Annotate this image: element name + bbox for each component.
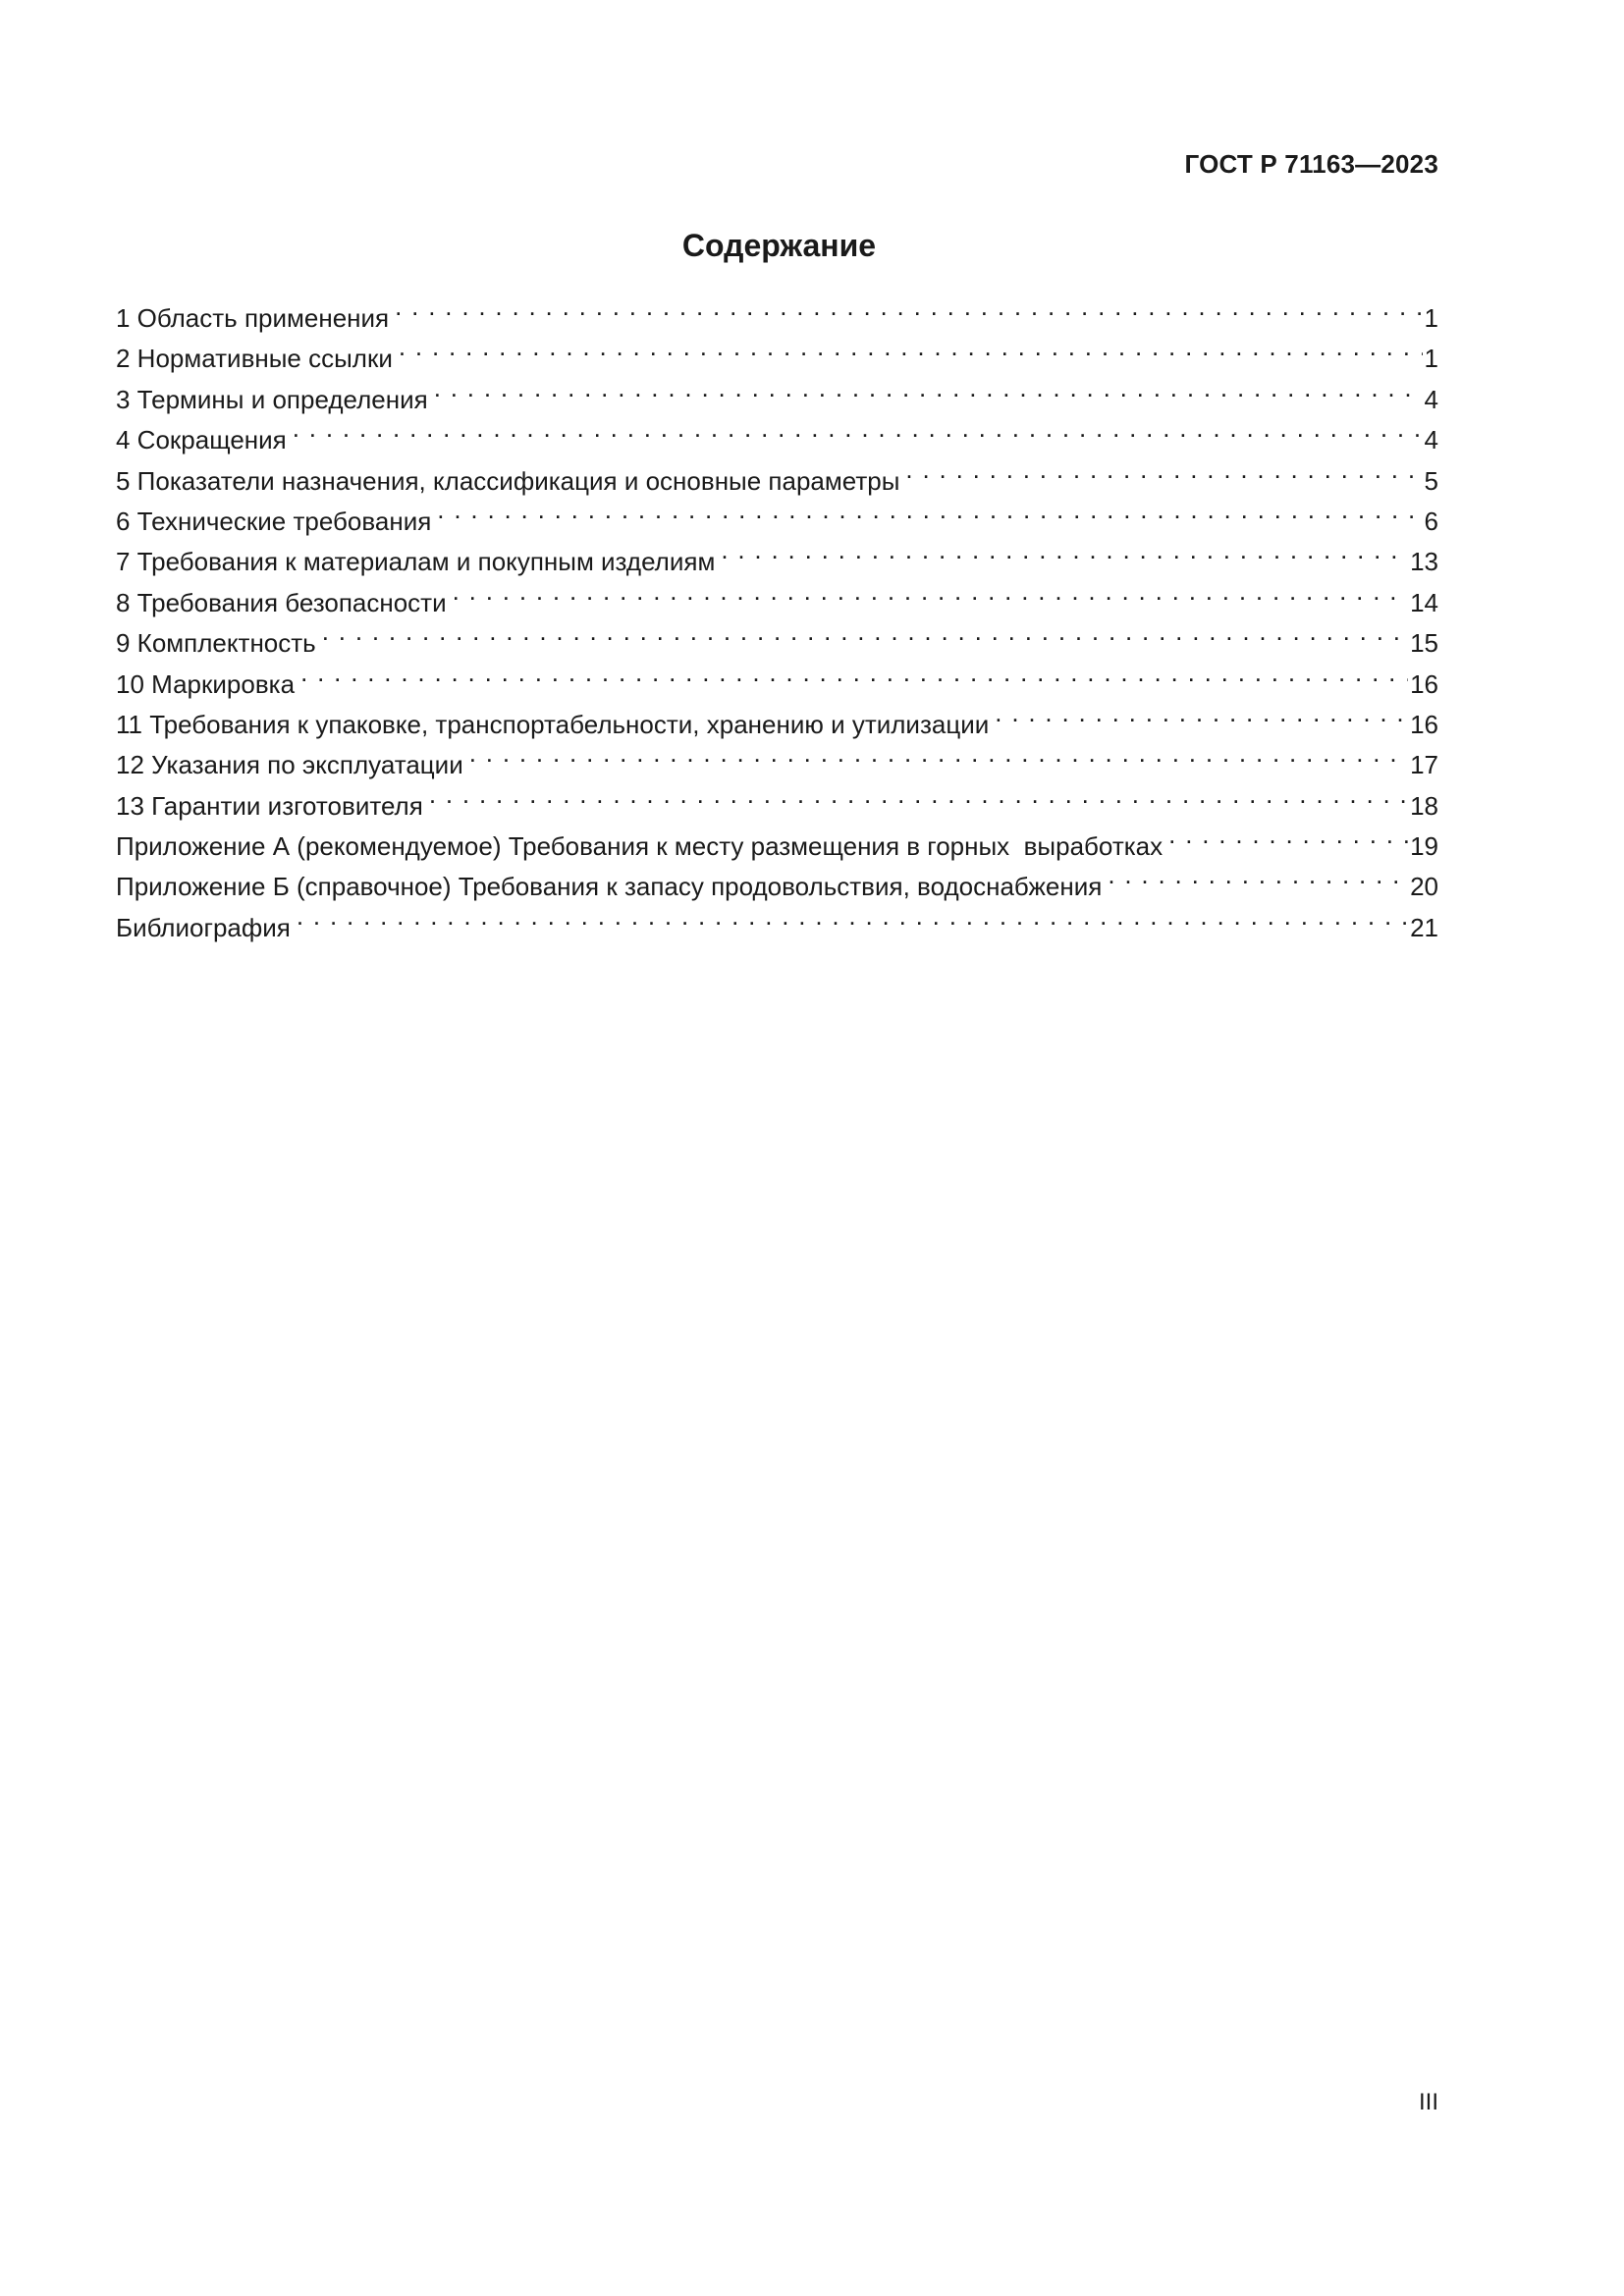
toc-dot-leader (1108, 855, 1408, 895)
toc-entry-page: 4 (1423, 420, 1438, 460)
table-of-contents (116, 287, 1438, 942)
toc-dot-leader (399, 327, 1423, 367)
toc-dot-leader (395, 287, 1422, 327)
toc-entry-page: 19 (1408, 827, 1438, 867)
toc-entry-label: 13 Гарантии изготовителя (116, 786, 429, 827)
toc-entry-page: 4 (1423, 380, 1438, 420)
toc-entry-page: 21 (1408, 908, 1438, 948)
toc-dot-leader (1168, 815, 1408, 855)
document-code: ГОСТ Р 71163—2023 (1184, 149, 1438, 179)
toc-entry-page: 16 (1408, 705, 1438, 745)
toc-entry-label: 8 Требования безопасности (116, 583, 453, 623)
toc-entry-page: 16 (1408, 665, 1438, 705)
toc-entry-label: 12 Указания по эксплуатации (116, 745, 469, 785)
toc-entry-bibliography[interactable] (116, 896, 1438, 942)
toc-entry-page: 1 (1423, 298, 1438, 339)
toc-entry-page: 14 (1408, 583, 1438, 623)
toc-entry-label: 7 Требования к материалам и покупным изделиям (116, 542, 721, 582)
toc-dot-leader (300, 653, 1408, 693)
toc-entry-page: 18 (1408, 786, 1438, 827)
toc-entry-page: 5 (1423, 461, 1438, 502)
toc-entry-page: 15 (1408, 623, 1438, 664)
toc-entry-page: 6 (1423, 502, 1438, 542)
toc-dot-leader (437, 490, 1422, 530)
toc-entry-parameters[interactable] (116, 450, 1438, 496)
toc-entry-label: 5 Показатели назначения, классификация и основные параметры (116, 461, 905, 502)
toc-dot-leader (995, 693, 1408, 733)
toc-dot-leader (905, 450, 1422, 490)
toc-dot-leader (429, 774, 1408, 815)
toc-entry-page: 17 (1408, 745, 1438, 785)
toc-entry-label: 10 Маркировка (116, 665, 300, 705)
toc-entry-scope[interactable] (116, 287, 1438, 333)
toc-dot-leader (293, 408, 1423, 449)
toc-entry-label: 2 Нормативные ссылки (116, 339, 399, 379)
toc-entry-label: 11 Требования к упаковке, транспортабельности, хранению и утилизации (116, 705, 995, 745)
toc-entry-label: Библиография (116, 908, 297, 948)
toc-entry-label: 9 Комплектность (116, 623, 322, 664)
page-number: III (1418, 2089, 1438, 2115)
toc-entry-abbreviations[interactable] (116, 408, 1438, 455)
toc-entry-packaging-storage[interactable] (116, 693, 1438, 739)
toc-dot-leader (453, 571, 1408, 612)
toc-title: Содержание (681, 228, 877, 263)
toc-entry-label: Приложение Б (справочное) Требования к запасу продовольствия, водоснабжения (116, 867, 1108, 907)
toc-dot-leader (469, 733, 1408, 774)
toc-dot-leader (434, 368, 1423, 408)
toc-entry-page: 13 (1408, 542, 1438, 582)
toc-dot-leader (297, 896, 1408, 936)
toc-entry-label: Приложение А (рекомендуемое) Требования к месту размещения в горных выработках (116, 827, 1168, 867)
toc-dot-leader (721, 530, 1408, 570)
toc-dot-leader (322, 612, 1408, 652)
toc-entry-page: 1 (1423, 339, 1438, 379)
toc-entry-label: 3 Термины и определения (116, 380, 434, 420)
toc-entry-label: 1 Область применения (116, 298, 395, 339)
toc-entry-page: 20 (1408, 867, 1438, 907)
toc-entry-label: 4 Сокращения (116, 420, 293, 460)
toc-entry-label: 6 Технические требования (116, 502, 437, 542)
toc-entry-marking[interactable] (116, 653, 1438, 699)
